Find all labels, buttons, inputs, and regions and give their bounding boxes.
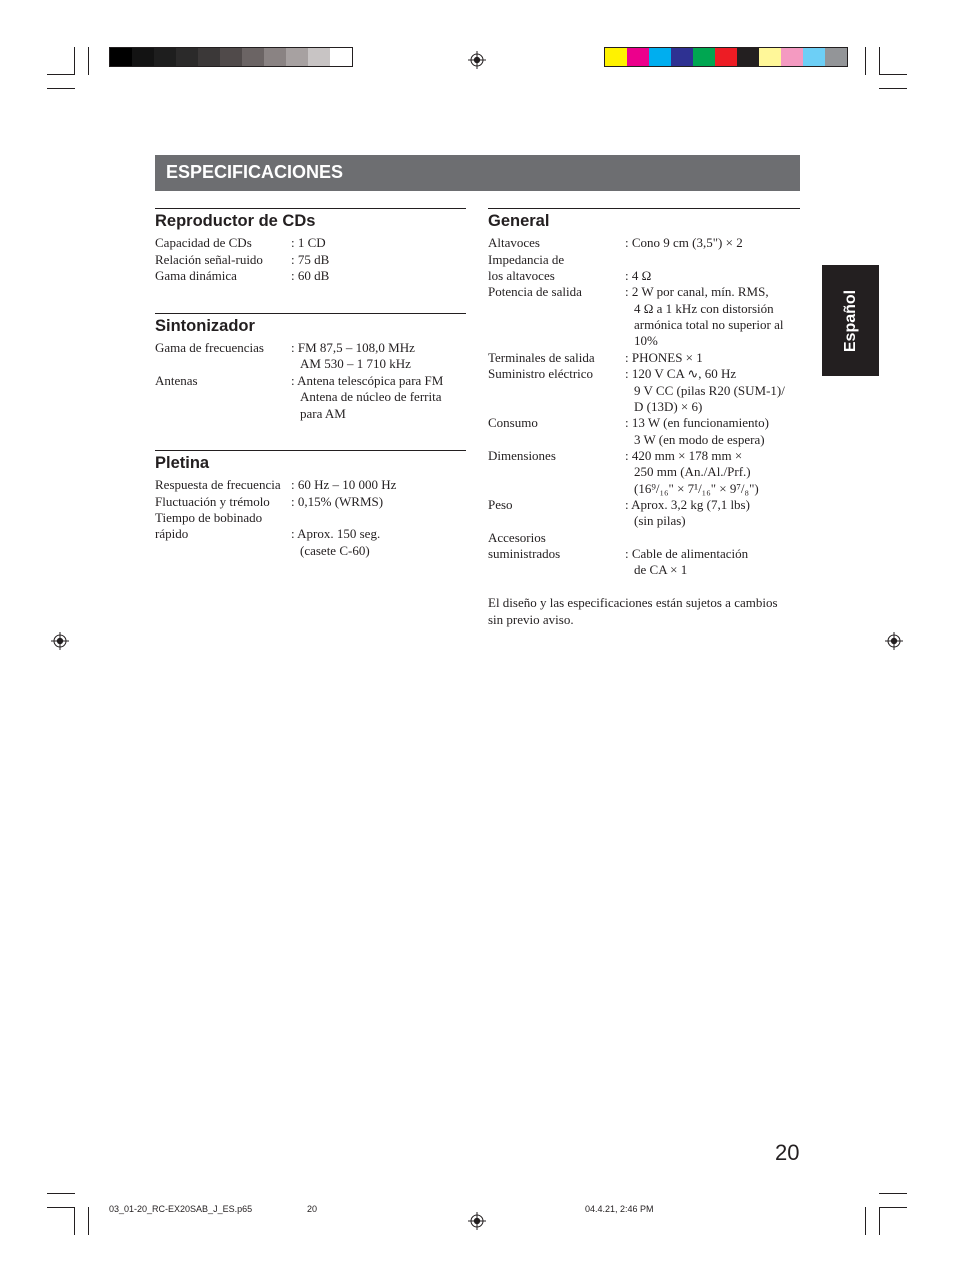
spec-label: Altavoces bbox=[488, 235, 540, 250]
registration-mark-icon bbox=[468, 51, 486, 69]
spec-value: 4 Ω a 1 kHz con distorsión bbox=[634, 301, 774, 316]
spec-value: Antena de núcleo de ferrita bbox=[300, 389, 442, 404]
spec-label: Impedancia de bbox=[488, 252, 565, 267]
spec-value: : Cable de alimentación bbox=[625, 546, 749, 561]
spec-value: : 4 Ω bbox=[625, 268, 652, 283]
color-swatch bbox=[154, 48, 176, 66]
spec-value: : 2 W por canal, mín. RMS, bbox=[625, 284, 769, 299]
color-swatch bbox=[110, 48, 132, 66]
spec-label: Respuesta de frecuencia bbox=[155, 477, 281, 492]
color-swatch bbox=[737, 48, 759, 66]
color-swatch bbox=[759, 48, 781, 66]
color-swatch bbox=[242, 48, 264, 66]
color-swatch bbox=[132, 48, 154, 66]
registration-mark-icon bbox=[885, 632, 903, 650]
spec-value: : 1 CD bbox=[291, 235, 326, 250]
color-swatch bbox=[693, 48, 715, 66]
spec-value: (sin pilas) bbox=[634, 513, 686, 528]
spec-value: (casete C-60) bbox=[300, 543, 370, 558]
spec-value: para AM bbox=[300, 406, 346, 421]
spec-label: Consumo bbox=[488, 415, 538, 430]
spec-value: : Aprox. 3,2 kg (7,1 lbs) bbox=[625, 497, 750, 512]
spec-label: Dimensiones bbox=[488, 448, 556, 463]
gray-calibration-bar bbox=[109, 47, 353, 67]
color-swatch bbox=[715, 48, 737, 66]
language-tab-label: Español bbox=[841, 289, 859, 352]
color-swatch bbox=[671, 48, 693, 66]
spec-value: : 0,15% (WRMS) bbox=[291, 494, 384, 509]
spec-label: rápido bbox=[155, 526, 189, 541]
color-swatch bbox=[781, 48, 803, 66]
spec-label: Antenas bbox=[155, 373, 198, 388]
spec-label: Peso bbox=[488, 497, 513, 512]
footer-page: 20 bbox=[307, 1204, 318, 1214]
spec-value: (16⁹/₁₆" × 7¹/₁₆" × 9⁷/₈") bbox=[634, 481, 759, 496]
spec-label: Fluctuación y trémolo bbox=[155, 494, 270, 509]
spec-label: Relación señal-ruido bbox=[155, 252, 263, 267]
spec-label: Suministro eléctrico bbox=[488, 366, 594, 381]
spec-label: suministrados bbox=[488, 546, 561, 561]
spec-value: : 13 W (en funcionamiento) bbox=[625, 415, 769, 430]
color-calibration-bar bbox=[604, 47, 848, 67]
spec-value: 9 V CC (pilas R20 (SUM-1)/ bbox=[634, 383, 785, 398]
color-swatch bbox=[649, 48, 671, 66]
footer-filename: 03_01-20_RC-EX20SAB_J_ES.p65 bbox=[109, 1204, 253, 1214]
spec-label: Accesorios bbox=[488, 530, 546, 545]
spec-value: : PHONES × 1 bbox=[625, 350, 703, 365]
spec-value: : 60 Hz – 10 000 Hz bbox=[291, 477, 397, 492]
color-swatch bbox=[330, 48, 352, 66]
spec-value: AM 530 – 1 710 kHz bbox=[300, 356, 411, 371]
color-swatch bbox=[825, 48, 847, 66]
page-title: ESPECIFICACIONES bbox=[166, 162, 344, 182]
color-swatch bbox=[220, 48, 242, 66]
color-swatch bbox=[264, 48, 286, 66]
language-tab bbox=[822, 265, 879, 376]
color-swatch bbox=[286, 48, 308, 66]
deck-section-title: Pletina bbox=[155, 454, 210, 472]
spec-value: de CA × 1 bbox=[634, 562, 688, 577]
registration-mark-icon bbox=[468, 1212, 486, 1230]
color-swatch bbox=[308, 48, 330, 66]
spec-label: Potencia de salida bbox=[488, 284, 582, 299]
section-header bbox=[155, 155, 800, 191]
spec-value: : FM 87,5 – 108,0 MHz bbox=[291, 340, 415, 355]
spec-label: Terminales de salida bbox=[488, 350, 595, 365]
spec-value: 3 W (en modo de espera) bbox=[634, 432, 765, 447]
color-swatch bbox=[605, 48, 627, 66]
spec-label: Gama dinámica bbox=[155, 268, 237, 283]
spec-label: Tiempo de bobinado bbox=[155, 510, 263, 525]
disclaimer-note: El diseño y las especificaciones están sujetos a cambios bbox=[488, 595, 778, 610]
tuner-section-title: Sintonizador bbox=[155, 317, 255, 335]
spec-value: armónica total no superior al bbox=[634, 317, 784, 332]
page-number: 20 bbox=[775, 1140, 800, 1165]
color-swatch bbox=[803, 48, 825, 66]
spec-value: : 420 mm × 178 mm × bbox=[625, 448, 743, 463]
disclaimer-note: sin previo aviso. bbox=[488, 612, 574, 627]
spec-value: : Antena telescópica para FM bbox=[291, 373, 444, 388]
color-swatch bbox=[176, 48, 198, 66]
spec-value: : 60 dB bbox=[291, 268, 330, 283]
registration-mark-icon bbox=[51, 632, 69, 650]
color-swatch bbox=[198, 48, 220, 66]
cd-section-title: Reproductor de CDs bbox=[155, 212, 316, 230]
spec-label: Gama de frecuencias bbox=[155, 340, 264, 355]
spec-value: D (13D) × 6) bbox=[634, 399, 703, 414]
spec-value: : 75 dB bbox=[291, 252, 330, 267]
spec-value: : Aprox. 150 seg. bbox=[291, 526, 381, 541]
footer-date: 04.4.21, 2:46 PM bbox=[585, 1204, 654, 1214]
spec-value: : Cono 9 cm (3,5") × 2 bbox=[625, 235, 743, 250]
color-swatch bbox=[627, 48, 649, 66]
spec-value: 250 mm (An./Al./Prf.) bbox=[634, 464, 751, 479]
spec-value: 10% bbox=[634, 333, 658, 348]
spec-label: los altavoces bbox=[488, 268, 555, 283]
spec-label: Capacidad de CDs bbox=[155, 235, 252, 250]
general-section-title: General bbox=[488, 212, 550, 230]
spec-value: : 120 V CA ∿, 60 Hz bbox=[625, 366, 737, 381]
